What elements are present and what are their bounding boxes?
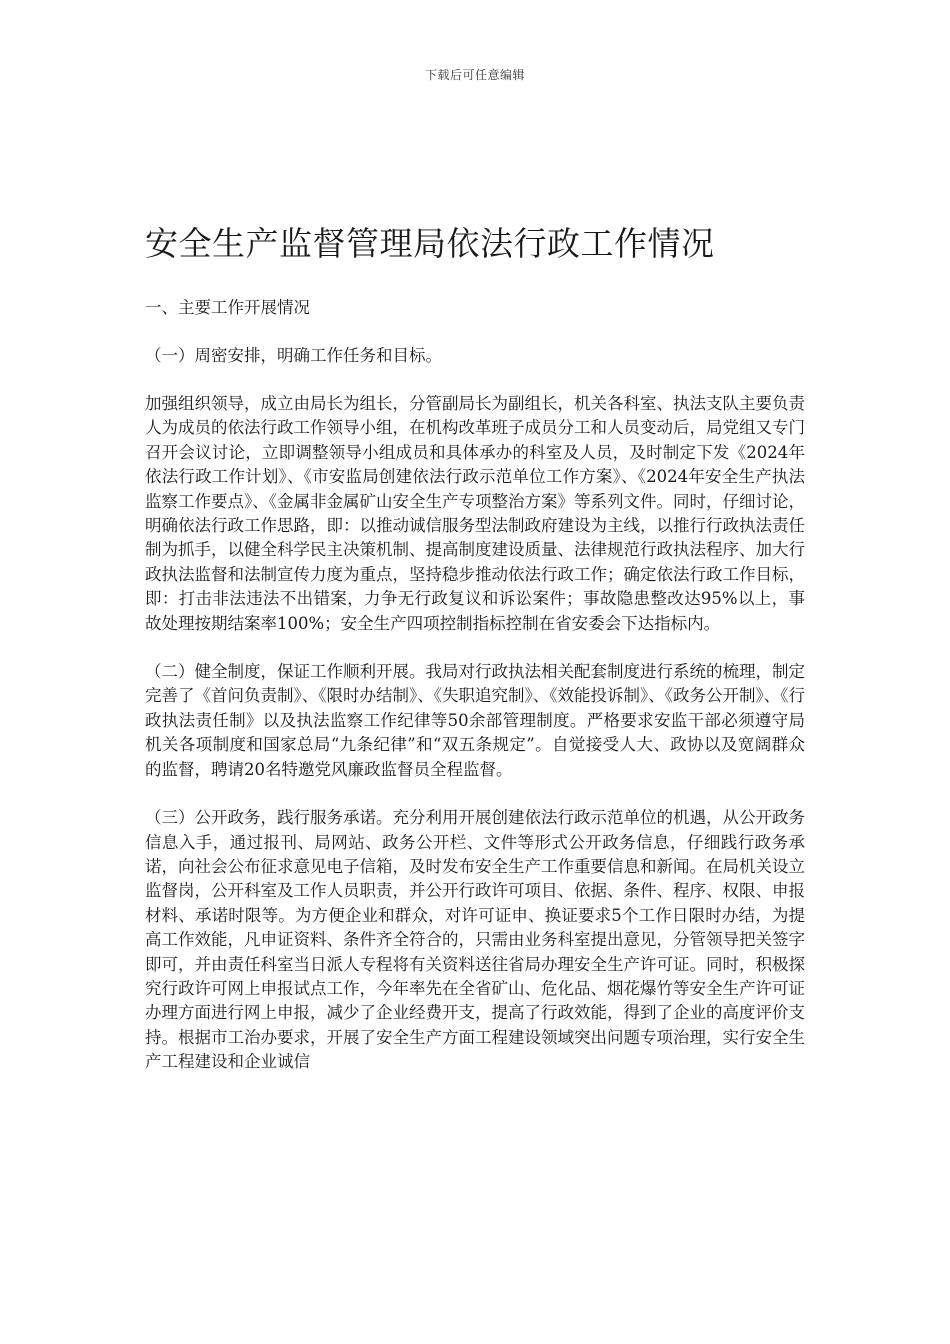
paragraph-1: 加强组织领导，成立由局长为组长，分管副局长为副组长，机关各科室、执法支队主要负责人为成员的依法行政工作领导小组，在机构改革班子成员分工和人员变动后，局党组又专门召开会议讨论，立即调整领导小组成员和具体承办的科室及人员，及时制定下发《2024年依法行政工作计划》、《市安监局创建依法行政示范单位工作方案》、《2024年安全生产执法监察工作要点》、《金属非金属矿山安全生产专项整治方案》等系列文件。同时，仔细讨论，明确依法行政工作思路，即：以推动诚信服务型法制政府建设为主线，以推行行政执法责任制为抓手，以健全科学民主决策机制、提高制度建设质量、法律规范行政执法程序、加大行政执法监督和法制宣传力度为重点，坚持稳步推动依法行政工作；确定依法行政工作目标，即：打击非法违法不出错案，力争无行政复议和诉讼案件；事故隐患整改达95%以上，事故处理按期结案率100%；安全生产四项控制指标控制在省安委会下达指标内。 [145,394,805,633]
sub-heading: （一）周密安排，明确工作任务和目标。 [145,346,442,365]
section-heading: 一、主要工作开展情况 [145,298,310,317]
document-body [145,218,805,1099]
paragraph-3: （三）公开政务，践行服务承诺。充分利用开展创建依法行政示范单位的机遇，从公开政务信息入手，通过报刊、局网站、政务公开栏、文件等形式公开政务信息，仔细践行政务承诺，向社会公布征求意见电子信箱，及时发布安全生产工作重要信息和新闻。在局机关设立监督岗，公开科室及工作人员职责，并公开行政许可项目、依据、条件、程序、权限、申报材料、承诺时限等。为方便企业和群众，对许可证申、换证要求5个工作日限时办结，为提高工作效能，凡申证资料、条件齐全符合的，只需由业务科室提出意见，分管领导把关签字即可，并由责任科室当日派人专程将有关资料送往省局办理安全生产许可证。同时，积极探究行政许可网上申报试点工作，今年率先在全省矿山、危化品、烟花爆竹等安全生产许可证办理方面进行网上申报，减少了企业经费开支，提高了行政效能，得到了企业的高度评价支持。根据市工治办要求，开展了安全生产方面工程建设领域突出问题专项治理，实行安全生产工程建设和企业诚信 [145,808,805,1072]
paragraph-2: （二）健全制度，保证工作顺利开展。我局对行政执法相关配套制度进行系统的梳理，制定完善了《首问负责制》、《限时办结制》、《失职追究制》、《效能投诉制》、《政务公开制》、《行政执法责任制》以及执法监察工作纪律等50余部管理制度。严格要求安监干部必须遵守局机关各项制度和国家总局“九条纪律”和“双五条规定”。自觉接受人大、政协以及宽阔群众的监督，聘请20名特邀党风廉政监督员全程监督。 [145,662,805,779]
header-note: 下载后可任意编辑 [424,68,525,82]
document-title: 安全生产监督管理局依法行政工作情况 [145,224,715,263]
